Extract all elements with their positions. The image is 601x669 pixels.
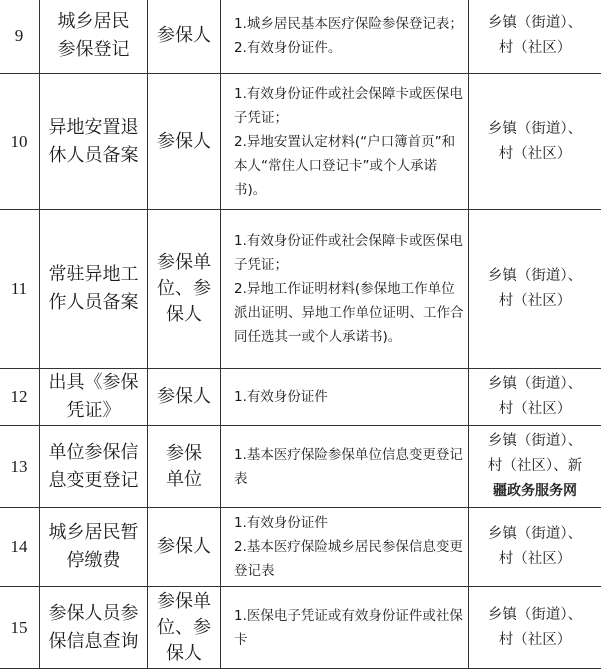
applicant-type: 参保人 — [148, 369, 221, 426]
item-number: 14 — [0, 508, 40, 587]
item-name: 出具《参保 凭证》 — [40, 369, 148, 426]
item-name: 异地安置退 休人员备案 — [40, 74, 148, 210]
required-materials: 1.基本医疗保险参保单位信息变更登记表 — [221, 426, 469, 508]
applicant-type: 参保 单位 — [148, 426, 221, 508]
item-number: 15 — [0, 587, 40, 669]
applicant-type: 参保人 — [148, 508, 221, 587]
item-number: 13 — [0, 426, 40, 508]
service-location: 乡镇（街道）、 村（社区） — [469, 210, 601, 369]
table-row — [0, 426, 601, 508]
required-materials: 1.有效身份证件 2.基本医疗保险城乡居民参保信息变更登记表 — [221, 508, 469, 587]
item-name: 单位参保信 息变更登记 — [40, 426, 148, 508]
table-row — [0, 587, 601, 669]
item-name: 参保人员参 保信息查询 — [40, 587, 148, 669]
service-location: 乡镇（街道）、 村（社区） — [469, 0, 601, 74]
item-number: 12 — [0, 369, 40, 426]
table-row — [0, 210, 601, 369]
service-location: 乡镇（街道）、 村（社区） — [469, 74, 601, 210]
table-row — [0, 369, 601, 426]
service-location: 乡镇（街道）、 村（社区） — [469, 587, 601, 669]
applicant-type: 参保单 位、参 保人 — [148, 587, 221, 669]
service-location: 乡镇（街道）、 村（社区） — [469, 508, 601, 587]
required-materials: 1.有效身份证件或社会保障卡或医保电子凭证； 2.异地工作证明材料(参保地工作单位派出证明、异地工作单位证明、工作合同任选其一或个人承诺书)。 — [221, 210, 469, 369]
table-row — [0, 74, 601, 210]
item-name: 常驻异地工 作人员备案 — [40, 210, 148, 369]
item-number: 11 — [0, 210, 40, 369]
required-materials: 1.城乡居民基本医疗保险参保登记表； 2.有效身份证件。 — [221, 0, 469, 74]
required-materials: 1.医保电子凭证或有效身份证件或社保卡 — [221, 587, 469, 669]
item-number: 9 — [0, 0, 40, 74]
watermark-text: 疆政务服务网 — [469, 479, 601, 504]
service-location: 乡镇（街道）、 村（社区） — [469, 369, 601, 426]
required-materials: 1.有效身份证件 — [221, 369, 469, 426]
table-row — [0, 508, 601, 587]
required-materials: 1.有效身份证件或社会保障卡或医保电子凭证； 2.异地安置认定材料(“户口簿首页”和本人“常住人口登记卡”或个人承诺书)。 — [221, 74, 469, 210]
applicant-type: 参保人 — [148, 0, 221, 74]
table-row — [0, 0, 601, 74]
applicant-type: 参保单 位、参 保人 — [148, 210, 221, 369]
item-name: 城乡居民 参保登记 — [40, 0, 148, 74]
service-location: 乡镇（街道）、 村（社区）、新 疆政务服务网 — [469, 426, 601, 508]
item-number: 10 — [0, 74, 40, 210]
applicant-type: 参保人 — [148, 74, 221, 210]
item-name: 城乡居民暂 停缴费 — [40, 508, 148, 587]
